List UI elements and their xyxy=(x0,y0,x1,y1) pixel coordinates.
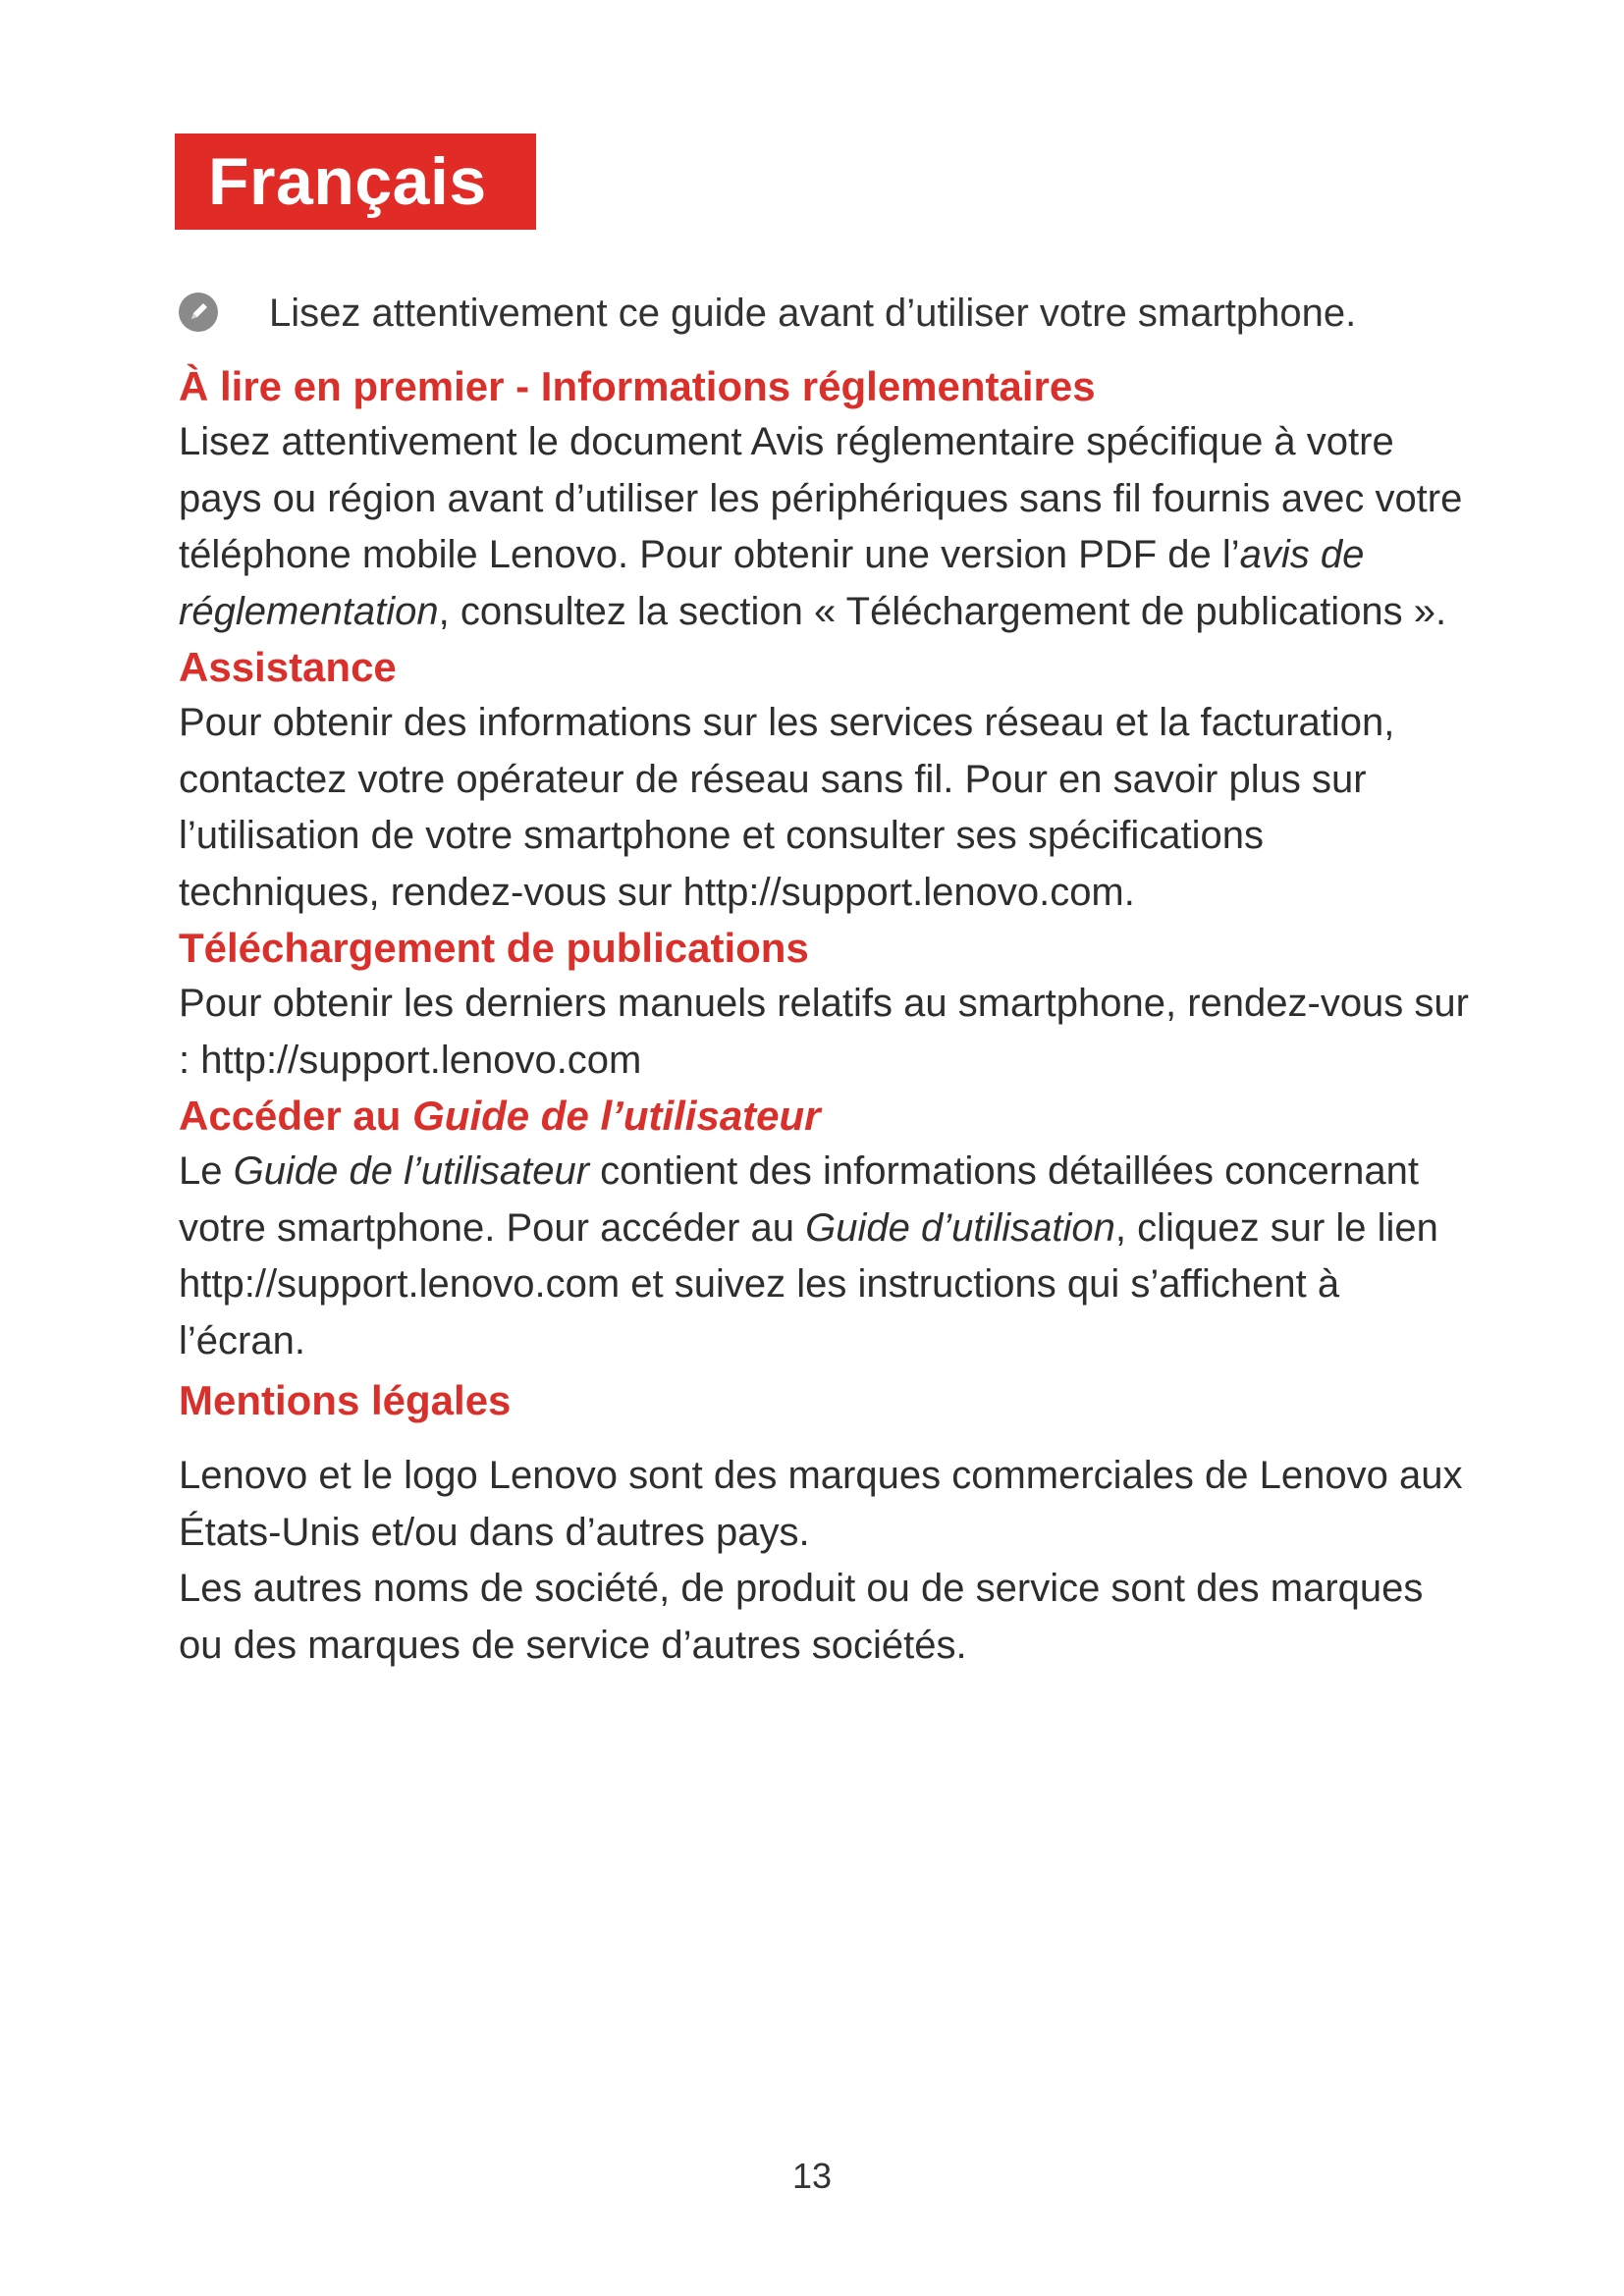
heading-downloads: Téléchargement de publications xyxy=(179,925,809,971)
intro-text: Lisez attentivement ce guide avant d’utiliser votre smartphone. xyxy=(269,292,1357,335)
language-badge: Français xyxy=(175,133,536,230)
paragraph-assistance: Pour obtenir des informations sur les services réseau et la facturation, contactez votre opérateur de réseau sans fil. Pour en savoir plus sur l’utilisation de votre smartphone et consulter ses spécifications techniques, rendez-vous sur http://support.lenovo.com. xyxy=(179,701,1395,914)
document-body xyxy=(179,359,1475,1674)
paragraph-downloads: Pour obtenir les derniers manuels relatifs au smartphone, rendez-vous sur : http://support.lenovo.com xyxy=(179,982,1469,1082)
heading-regulatory: À lire en premier - Informations réglementaires xyxy=(179,363,1096,409)
page-number: 13 xyxy=(791,2156,833,2196)
paragraph-legal-1: Lenovo et le logo Lenovo sont des marques commerciales de Lenovo aux États-Unis et/ou dans d’autres pays. xyxy=(179,1454,1463,1554)
heading-legal: Mentions légales xyxy=(179,1377,512,1423)
intro-note xyxy=(175,285,1471,342)
paragraph-user-guide: Le Guide de l’utilisateur contient des informations détaillées concernant votre smartphone. Pour accéder au Guide d’utilisation, cliquez sur le lien http://support.lenovo.com et suivez les instructions qui s’affichent à l’écran. xyxy=(179,1149,1438,1362)
paragraph-regulatory: Lisez attentivement le document Avis réglementaire spécifique à votre pays ou région avant d’utiliser les périphériques sans fil fournis avec votre téléphone mobile Lenovo. Pour obtenir une version PDF de l’avis de réglementation, consultez la section « Téléchargement de publications ». xyxy=(179,420,1463,633)
paragraph-legal-2: Les autres noms de société, de produit ou de service sont des marques ou des marques de service d’autres sociétés. xyxy=(179,1567,1424,1667)
heading-assistance: Assistance xyxy=(179,644,397,690)
heading-user-guide: Accéder au Guide de l’utilisateur xyxy=(179,1093,821,1139)
pencil-note-icon xyxy=(179,293,218,332)
